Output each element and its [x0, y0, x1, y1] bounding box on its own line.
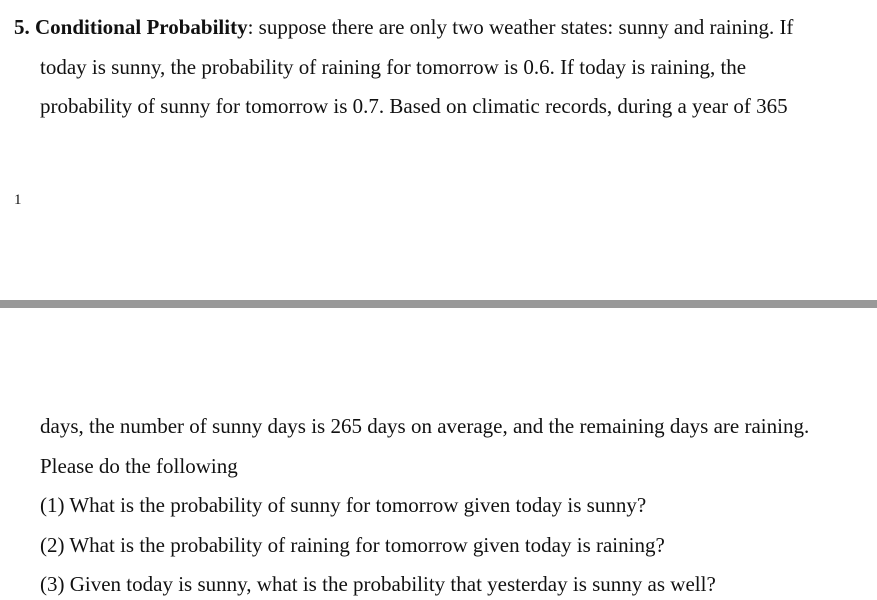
problem-title: Conditional Probability: [35, 15, 248, 39]
problem-text-line: today is sunny, the probability of raining for tomorrow is 0.6. If today is raining, the: [40, 55, 747, 79]
question-item: (2) What is the probability of raining for tomorrow given today is raining?: [40, 533, 665, 557]
problem-text-line: probability of sunny for tomorrow is 0.7. Based on climatic records, during a year of 365: [40, 94, 788, 118]
instructions-line: Please do the following: [40, 454, 238, 478]
problem-number: 5.: [14, 15, 30, 39]
question-item: (1) What is the probability of sunny for tomorrow given today is sunny?: [40, 493, 647, 517]
problem-heading-line: [14, 14, 793, 40]
problem-text-line: days, the number of sunny days is 265 days on average, and the remaining days are raining.: [40, 414, 810, 438]
question-item: (3) Given today is sunny, what is the probability that yesterday is sunny as well?: [40, 572, 716, 596]
page-break-divider: [0, 300, 877, 308]
page-number: 1: [14, 192, 22, 208]
problem-intro: : suppose there are only two weather states: sunny and raining. If: [247, 15, 794, 39]
